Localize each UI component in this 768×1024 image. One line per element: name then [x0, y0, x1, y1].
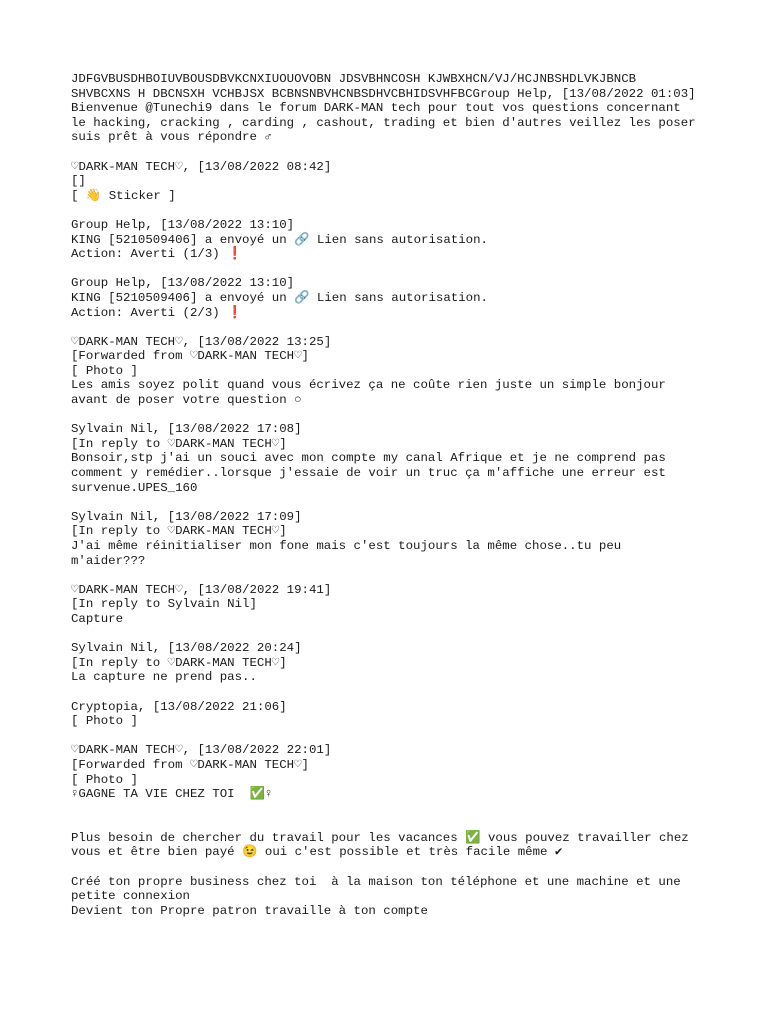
- message-welcome: [71, 72, 704, 145]
- promo-paragraph-2: Créé ton propre business chez toi à la maison ton téléphone et une machine et une petite connexion: [71, 874, 689, 904]
- message-cryptopia: [71, 700, 701, 729]
- message-header: ♡DARK-MAN TECH♡, [13/08/2022 08:42]: [71, 159, 332, 174]
- chat-log: [71, 72, 704, 933]
- blank-line: [71, 816, 701, 831]
- message-body: Bienvenue @Tunechi9 dans le forum DARK-MAN tech pour tout vos questions concernant le hacking, cracking , carding , cashout, trading et bien d'autres veillez les poser suis prêt à vous répondre ♂: [71, 101, 704, 145]
- message-capture: [71, 583, 701, 627]
- message-warning-1: [71, 218, 701, 262]
- sticker-placeholder: [ 👋 Sticker ]: [71, 188, 176, 203]
- message-header: ♡DARK-MAN TECH♡, [13/08/2022 13:25]: [71, 334, 332, 349]
- message-header: JDFGVBUSDHBOIUVBOUSDBVKCNXIUOUOVOBN JDSVBHNCOSH KJWBXHCN/VJ/HCJNBSHDLVKJBNCB SHVBCXNS H DBCNSXH VCHBJSX BCBNSNBVHCNBSDHVCBHIDSVHFBCGroup Help, [13/08/2022 01:03]: [71, 72, 696, 101]
- message-header: Sylvain Nil, [13/08/2022 20:24]: [71, 641, 302, 656]
- message-header: Sylvain Nil, [13/08/2022 17:09]: [71, 509, 302, 524]
- reply-to: [In reply to ♡DARK-MAN TECH♡]: [71, 655, 287, 670]
- message-politeness: [71, 335, 701, 408]
- reply-to: [In reply to ♡DARK-MAN TECH♡]: [71, 436, 287, 451]
- message-header: Cryptopia, [13/08/2022 21:06]: [71, 699, 287, 714]
- message-body: Les amis soyez polit quand vous écrivez ça ne coûte rien juste un simple bonjour avant de poser votre question ○: [71, 378, 674, 408]
- message-action: Action: Averti (2/3) ❗: [71, 305, 243, 320]
- message-header: Sylvain Nil, [13/08/2022 17:08]: [71, 422, 302, 437]
- reply-to: [In reply to ♡DARK-MAN TECH♡]: [71, 524, 287, 539]
- message-sticker: [71, 160, 701, 204]
- photo-placeholder: [ Photo ]: [71, 772, 138, 787]
- message-action: Action: Averti (1/3) ❗: [71, 247, 243, 262]
- message-warning-2: [71, 276, 701, 320]
- photo-placeholder: [ Photo ]: [71, 714, 138, 729]
- message-sylvain-3: [71, 641, 701, 685]
- message-body: La capture ne prend pas..: [71, 670, 257, 685]
- message-sylvain-1: [71, 422, 701, 495]
- message-sylvain-2: [71, 510, 701, 568]
- message-header: ♡DARK-MAN TECH♡, [13/08/2022 19:41]: [71, 582, 332, 597]
- message-body: KING [5210509406] a envoyé un 🔗 Lien sans autorisation.: [71, 232, 488, 247]
- blank-line: [71, 802, 701, 817]
- forwarded-from: [Forwarded from ♡DARK-MAN TECH♡]: [71, 757, 309, 772]
- message-promo: [71, 743, 701, 918]
- promo-paragraph-3: Devient ton Propre patron travaille à ton compte: [71, 903, 428, 918]
- message-body: Capture: [71, 611, 124, 626]
- message-body: J'ai même réinitialiser mon fone mais c'est toujours la même chose..tu peu m'aider???: [71, 539, 629, 568]
- forwarded-from: [Forwarded from ♡DARK-MAN TECH♡]: [71, 349, 309, 364]
- promo-title: ♀GAGNE TA VIE CHEZ TOI ✅♀: [71, 787, 273, 802]
- reply-to: [In reply to Sylvain Nil]: [71, 597, 257, 612]
- promo-paragraph-1: Plus besoin de chercher du travail pour les vacances ✅ vous pouvez travailler chez vous et être bien payé 😉 oui c'est possible et très facile même ✔: [71, 830, 697, 860]
- blank-line: [71, 860, 701, 875]
- message-header: Group Help, [13/08/2022 13:10]: [71, 217, 295, 232]
- message-header: Group Help, [13/08/2022 13:10]: [71, 276, 295, 291]
- message-body: Bonsoir,stp j'ai un souci avec mon compte my canal Afrique et je ne comprend pas comment y remédier..lorsque j'essaie de voir un truc ça m'affiche une erreur est survenue.UPES_160: [71, 451, 674, 495]
- message-body: KING [5210509406] a envoyé un 🔗 Lien sans autorisation.: [71, 290, 488, 305]
- photo-placeholder: [ Photo ]: [71, 363, 138, 378]
- message-header: ♡DARK-MAN TECH♡, [13/08/2022 22:01]: [71, 743, 332, 758]
- message-body: []: [71, 174, 86, 189]
